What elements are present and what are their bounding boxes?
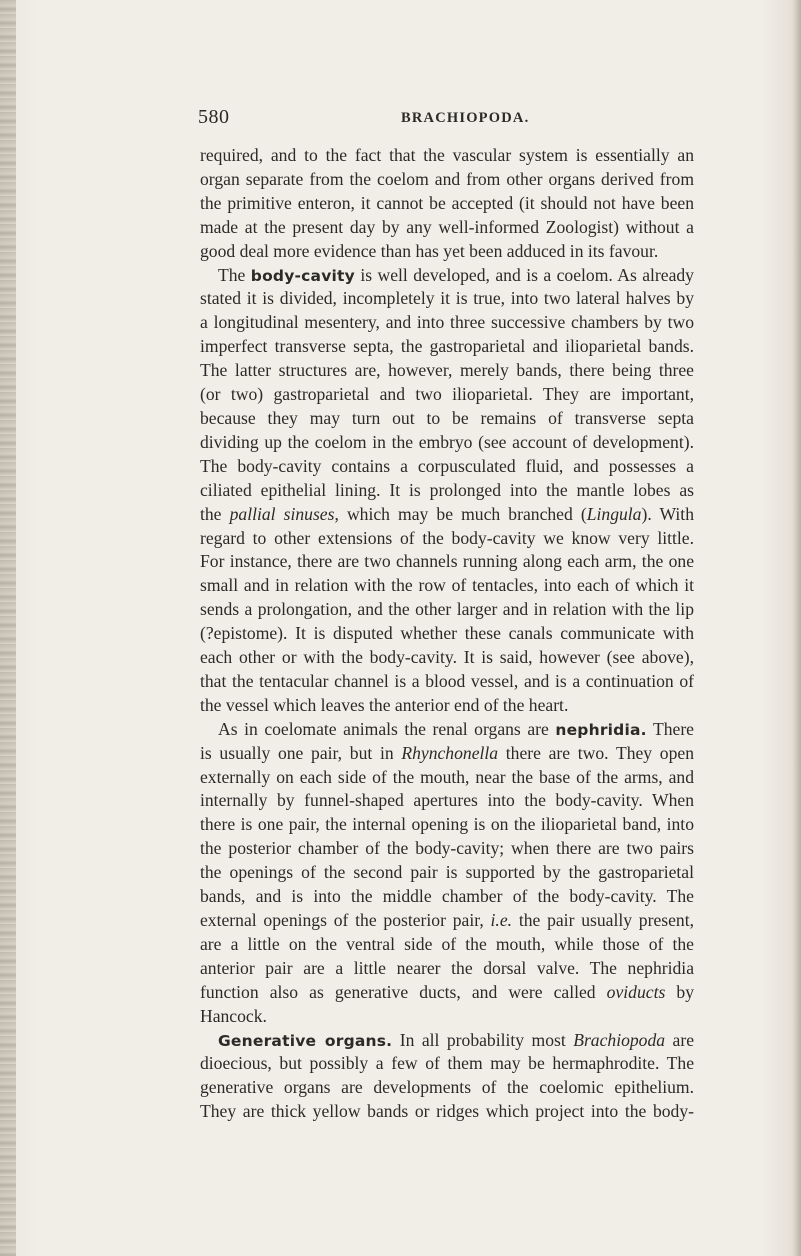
text-run: each other or with the body-cavity. It is said, however (see above), <box>200 647 694 668</box>
text-line <box>200 837 694 861</box>
text-run: small and in relation with the row of tentacles, into each of which it <box>200 575 694 596</box>
text-run: there are two. They open <box>498 742 694 763</box>
text-run: organ separate from the coelom and from other organs derived from <box>200 168 694 189</box>
book-binding-edge <box>0 0 16 1256</box>
text-run: are <box>665 1029 695 1050</box>
text-run: anterior pair are a little nearer the dorsal valve. The nephridia <box>200 957 694 978</box>
text-run: Hancock. <box>200 1005 267 1026</box>
bold-term: body-cavity <box>250 266 355 285</box>
italic-term: Brachiopoda <box>573 1029 666 1050</box>
text-run: by <box>665 981 694 1002</box>
text-line <box>200 718 694 742</box>
text-run: ciliated epithelial lining. It is prolonged into the mantle lobes as <box>200 479 694 500</box>
text-line <box>200 909 694 933</box>
text-run: (?epistome). It is disputed whether these canals communicate with <box>200 623 694 644</box>
text-run: generative organs are developments of the coelomic epithelium. <box>200 1077 694 1098</box>
text-line <box>200 957 694 981</box>
text-line <box>200 1052 694 1076</box>
text-line <box>200 981 694 1005</box>
text-run: The <box>218 264 251 285</box>
text-run: externally on each side of the mouth, near the base of the arms, and <box>200 766 694 787</box>
text-run: The latter structures are, however, merely bands, there being three <box>200 360 694 381</box>
text-line <box>200 1005 694 1029</box>
text-run: For instance, there are two channels running along each arm, the one <box>200 551 694 572</box>
text-run: the <box>200 503 230 524</box>
italic-term: Rhynchonella <box>401 742 499 763</box>
italic-term: i.e. <box>490 910 513 930</box>
text-line <box>200 192 694 216</box>
text-run: dioecious, but possibly a few of them may be hermaphrodite. The <box>200 1053 694 1074</box>
page-right-edge <box>793 0 801 1256</box>
text-run: made at the present day by any well-informed Zoologist) without a <box>200 216 694 237</box>
text-line <box>200 144 694 168</box>
text-line <box>200 335 694 359</box>
text-run: sends a prolongation, and the other larger and in relation with the lip <box>200 599 694 620</box>
text-line <box>200 1100 694 1124</box>
text-run: the primitive enteron, it cannot be accepted (it should not have been <box>200 192 694 213</box>
text-run: required, and to the fact that the vascular system is essentially an <box>200 145 694 165</box>
text-line <box>200 407 694 431</box>
text-line <box>200 622 694 646</box>
text-run: The body-cavity contains a corpusculated fluid, and possesses a <box>200 455 694 476</box>
text-run: (or two) gastroparietal and two ilioparietal. They are important, <box>200 384 694 405</box>
bold-term: Generative organs. <box>218 1031 393 1050</box>
text-line <box>200 574 694 598</box>
text-line <box>200 264 694 288</box>
text-line <box>200 861 694 885</box>
text-run: stated it is divided, incompletely it is true, into two lateral halves by <box>200 288 694 309</box>
text-run: imperfect transverse septa, the gastroparietal and ilioparietal bands. <box>200 336 694 357</box>
page-number: 580 <box>198 106 230 128</box>
text-line <box>200 503 694 527</box>
text-run: function also as generative ducts, and were called <box>200 981 607 1002</box>
text-run: are a little on the ventral side of the mouth, while those of the <box>200 933 694 954</box>
running-head: BRACHIOPODA. <box>401 110 530 126</box>
text-run: bands, and is into the middle chamber of the body-cavity. The <box>200 886 694 907</box>
text-line <box>200 885 694 909</box>
text-line <box>200 240 694 264</box>
text-run: that the tentacular channel is a blood vessel, and is a continuation of <box>200 670 694 691</box>
text-line <box>200 742 694 766</box>
text-run: good deal more evidence than has yet been adduced in its favour. <box>200 240 659 261</box>
text-line <box>200 431 694 455</box>
text-run: the posterior chamber of the body-cavity; when there are two pairs <box>200 838 694 859</box>
text-run: the vessel which leaves the anterior end of the heart. <box>200 694 569 715</box>
text-line <box>200 813 694 837</box>
italic-term: oviducts <box>606 981 666 1002</box>
text-run: , which may be much branched ( <box>334 503 587 524</box>
italic-term: Lingula <box>586 503 642 524</box>
text-run: external openings of the posterior pair, <box>200 910 491 930</box>
text-line <box>200 311 694 335</box>
text-line <box>200 646 694 670</box>
text-line <box>200 287 694 311</box>
text-run: ). With <box>641 503 694 524</box>
text-line <box>200 1029 694 1053</box>
text-line <box>200 455 694 479</box>
text-line <box>200 359 694 383</box>
text-line <box>200 527 694 551</box>
text-line <box>200 479 694 503</box>
text-run: is usually one pair, but in <box>200 742 402 763</box>
text-run: because they may turn out to be remains of transverse septa <box>200 407 694 428</box>
text-line <box>200 670 694 694</box>
text-run: the openings of the second pair is supported by the gastroparietal <box>200 862 694 883</box>
text-line <box>200 598 694 622</box>
text-run: They are thick yellow bands or ridges which project into the body- <box>200 1101 694 1122</box>
text-run: internally by funnel-shaped apertures into the body-cavity. When <box>200 790 694 811</box>
text-run: the pair usually present, <box>512 910 695 930</box>
text-line <box>200 933 694 957</box>
text-run: is well developed, and is a coelom. As already <box>354 264 694 285</box>
text-line <box>200 789 694 813</box>
text-run: As in coelomate animals the renal organs are <box>218 718 556 739</box>
bold-term: nephridia. <box>555 720 647 739</box>
page-header <box>198 106 698 130</box>
text-run: regard to other extensions of the body-cavity we know very little. <box>200 527 694 548</box>
text-line <box>200 1076 694 1100</box>
text-line <box>200 168 694 192</box>
text-line <box>200 216 694 240</box>
text-run: In all probability most <box>392 1029 574 1050</box>
text-run: a longitudinal mesentery, and into three successive chambers by two <box>200 312 694 333</box>
text-run: There <box>646 718 694 739</box>
italic-term: pallial sinuses <box>229 503 335 524</box>
text-line <box>200 383 694 407</box>
text-line <box>200 550 694 574</box>
text-line <box>200 766 694 790</box>
body-text <box>200 144 694 1124</box>
text-run: there is one pair, the internal opening is on the ilioparietal band, into <box>200 814 694 835</box>
text-run: dividing up the coelom in the embryo (see account of development). <box>200 431 694 452</box>
text-line <box>200 694 694 718</box>
